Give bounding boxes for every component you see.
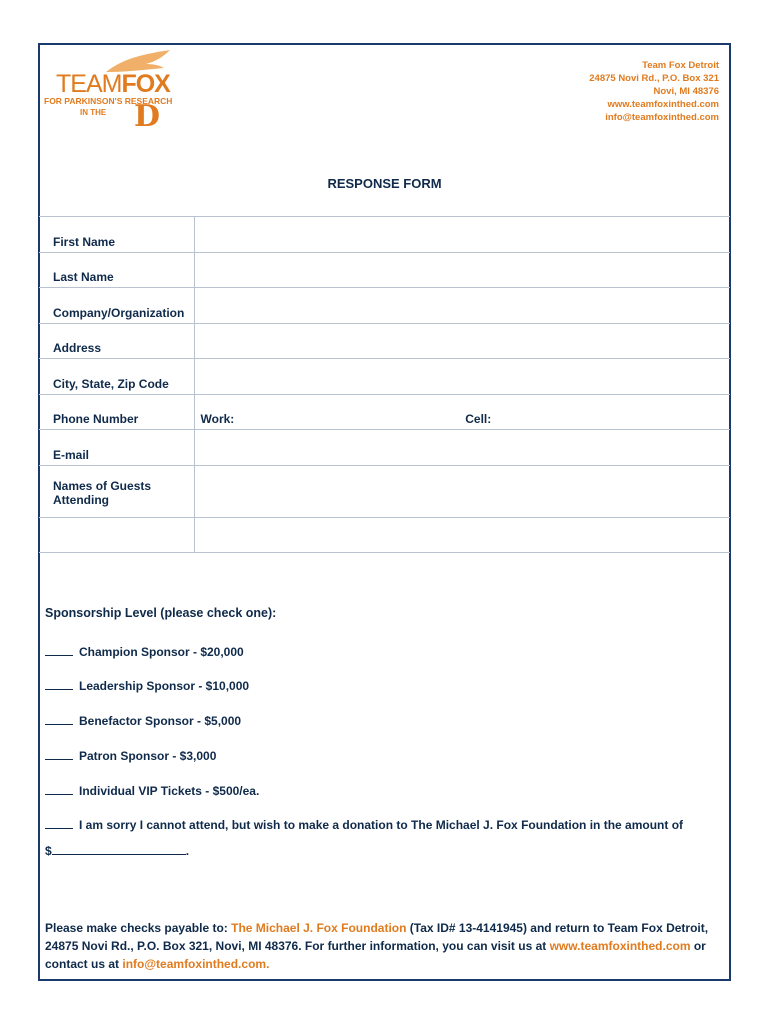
option-label: Benefactor Sponsor - $5,000 — [79, 714, 242, 728]
amount-line[interactable] — [52, 845, 186, 855]
contact-block — [589, 59, 719, 124]
amount-suffix: . — [185, 844, 190, 858]
team-fox-logo — [44, 48, 174, 134]
blank-label-cell — [39, 518, 194, 553]
amount-prefix: $ — [45, 844, 52, 858]
option-vip-tickets[interactable] — [45, 784, 259, 798]
footer-text-1: Please make checks payable to: — [45, 921, 232, 935]
phone-label: Phone Number — [39, 395, 194, 430]
contact-city: Novi, MI 48376 — [653, 86, 719, 97]
guests-field-extra[interactable] — [194, 518, 730, 553]
contact-street: 24875 Novi Rd., P.O. Box 321 — [589, 73, 719, 84]
option-leadership[interactable] — [45, 679, 249, 693]
phone-cell-label: Cell: — [465, 412, 492, 426]
logo-d-letter: D — [134, 99, 161, 134]
footer-text-2: (Tax ID# 13-4141945) and return to Team Fox Detroit, 24875 Novi Rd., P.O. Box 321, Novi, MI 48376. For further information, you can visit us at — [45, 921, 709, 953]
logo-in-the: IN THE — [80, 108, 107, 117]
option-donation[interactable] — [45, 818, 683, 832]
footer-instructions — [45, 919, 725, 973]
option-patron[interactable] — [45, 749, 216, 763]
footer-text-3: or contact us at — [45, 939, 706, 971]
company-field[interactable] — [194, 288, 730, 324]
city-field[interactable] — [194, 359, 730, 395]
footer-web-link[interactable]: www.teamfoxinthed.com — [549, 939, 691, 953]
email-field[interactable] — [194, 430, 730, 466]
contact-org: Team Fox Detroit — [642, 60, 719, 71]
donation-amount[interactable] — [45, 844, 189, 858]
footer-email-link[interactable]: info@teamfoxinthed.com. — [122, 957, 270, 971]
city-label: City, State, Zip Code — [39, 359, 194, 395]
first-name-field[interactable] — [194, 217, 730, 253]
option-benefactor[interactable] — [45, 714, 241, 728]
checkbox-line[interactable] — [45, 819, 73, 829]
last-name-label: Last Name — [39, 253, 194, 288]
guests-label-line2: Attending — [53, 493, 109, 507]
logo-fox-text: FOX — [121, 70, 170, 98]
company-label: Company/Organization — [39, 288, 194, 324]
footer-payee: The Michael J. Fox Foundation — [231, 921, 407, 935]
phone-field[interactable] — [194, 395, 730, 430]
option-label: I am sorry I cannot attend, but wish to make a donation to The Michael J. Fox Foundation in the amount of — [79, 818, 684, 832]
option-label: Champion Sponsor - $20,000 — [79, 645, 244, 659]
option-label: Leadership Sponsor - $10,000 — [79, 679, 250, 693]
option-label: Patron Sponsor - $3,000 — [79, 749, 217, 763]
option-label: Individual VIP Tickets - $500/ea. — [79, 784, 260, 798]
checkbox-line[interactable] — [45, 715, 73, 725]
checkbox-line[interactable] — [45, 750, 73, 760]
logo-team-text: TEAM — [56, 70, 122, 98]
email-label: E-mail — [39, 430, 194, 466]
checkbox-line[interactable] — [45, 785, 73, 795]
address-field[interactable] — [194, 324, 730, 359]
page-title: RESPONSE FORM — [327, 176, 442, 191]
address-label: Address — [39, 324, 194, 359]
first-name-label: First Name — [39, 217, 194, 253]
sponsorship-heading: Sponsorship Level (please check one): — [45, 606, 277, 620]
guests-field[interactable] — [194, 466, 730, 518]
phone-work-label: Work: — [200, 412, 235, 426]
checkbox-line[interactable] — [45, 646, 73, 656]
contact-email[interactable]: info@teamfoxinthed.com — [605, 112, 719, 123]
guests-label-line1: Names of Guests — [53, 479, 152, 493]
guests-label — [39, 466, 194, 518]
logo-subtitle: FOR PARKINSON'S RESEARCH — [44, 96, 173, 106]
option-champion[interactable] — [45, 645, 244, 659]
response-form-table — [39, 216, 730, 553]
checkbox-line[interactable] — [45, 680, 73, 690]
last-name-field[interactable] — [194, 253, 730, 288]
contact-web[interactable]: www.teamfoxinthed.com — [607, 99, 719, 110]
